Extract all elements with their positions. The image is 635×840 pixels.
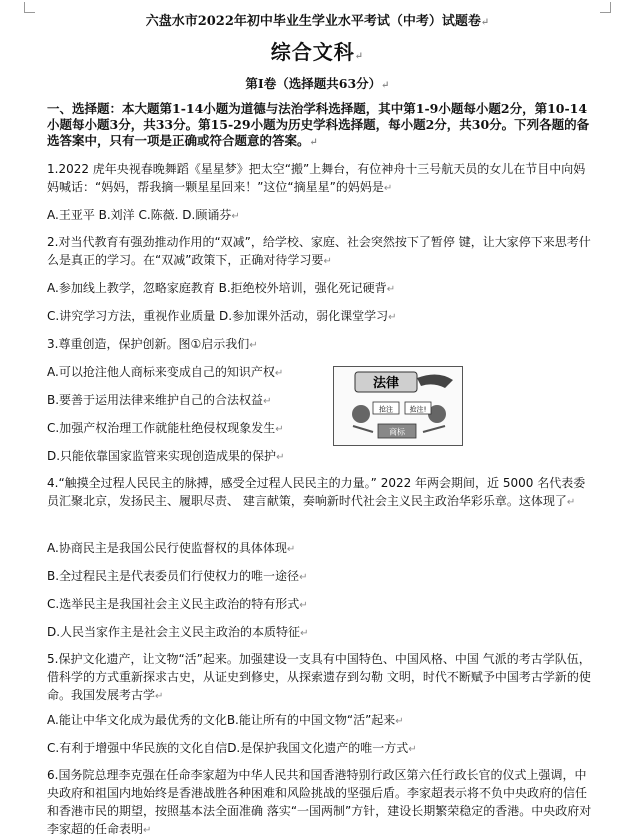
exam-title: 六盘水市2022年初中毕业生学业水平考试（中考）试题卷↵ — [145, 14, 490, 29]
tag-right-text: 抢注! — [409, 405, 427, 414]
q4-option-a: A.协商民主是我国公民行使监督权的具体体现↵ — [47, 541, 296, 555]
q4-option-c: C.选举民主是我国社会主义民主政治的特有形式↵ — [47, 597, 308, 611]
q1-options: A.王亚平 B.刘洋 C.陈薇. D.顾诵芬↵ — [47, 208, 240, 222]
q6-stem: 6.国务院总理李克强在任命李家超为中华人民共和国香港特别行政区第六任行政长官的仪式上强调，中央政府和祖国内地始终是香港战胜各种困难和风险挑战的坚强后盾。李家超表示将不负中央政府的信任和香港市民的期望，按照基本法全面准确 落实“一国两制”方针，建设长期繁荣稳定的香港。中央政府对李家超的任命表明↵ — [47, 768, 592, 836]
q4-option-b: B.全过程民主是代表委员们行使权力的唯一途径↵ — [47, 569, 308, 583]
q3-option-b: B.要善于运用法律来维护自己的合法权益↵ — [47, 393, 272, 407]
trademark-label: 商标 — [389, 427, 405, 437]
section-instructions: 一、选择题：本大题第1-14小题为道德与法治学科选择题，其中第1-9小题每小题2分，第10-14小题每小题3分，共33分。第15-29小题为历史学科选择题，每小题2分，共30分。下列各题的备选答案中，只有一项是正确或符合题意的答案。↵ — [47, 101, 590, 148]
q2-option-ab: A.参加线上教学，忽略家庭教育 B.拒绝校外培训，强化死记硬背↵ — [47, 281, 396, 295]
q3-option-d: D.只能依靠国家监管来实现创造成果的保护↵ — [47, 449, 285, 463]
tag-left-text: 抢注 — [379, 405, 393, 414]
q4-option-d: D.人民当家作主是社会主义民主政治的本质特征↵ — [47, 625, 309, 639]
q3-option-c: C.加强产权治理工作就能杜绝侵权现象发生↵ — [47, 421, 284, 435]
figure-person-left — [352, 405, 370, 423]
q2-stem: 2.对当代教育有强劲推动作用的“双减”，给学校、家庭、社会突然按下了暂停 键，让大家停下来思考什么是真正的学习。在“双减”政策下，正确对待学习要↵ — [47, 235, 591, 267]
law-banner-text: 法律 — [372, 376, 400, 391]
q1-stem: 1.2022 虎年央视春晚舞蹈《星星梦》把太空“搬”上舞台，有位神舟十三号航天员的女儿在节目中向妈妈喊话：“妈妈，帮我摘一颗星星回来！”这位“摘星星”的妈妈是↵ — [47, 162, 586, 194]
q4-stem: 4.“触摸全过程人民民主的脉搏，感受全过程人民民主的力量。” 2022 年两会期间，近 5000 名代表委员汇聚北京，发扬民主、履职尽责、 建言献策，奏响新时代社会主义民主政治华彩乐章。这体现了↵ — [47, 476, 586, 508]
q5-option-ab: A.能让中华文化成为最优秀的文化B.能让所有的中国文物“活”起来↵ — [47, 713, 404, 727]
q3-stem: 3.尊重创造，保护创新。图①启示我们↵ — [47, 337, 258, 351]
q5-stem: 5.保护文化遗产，让文物“活”起来。加强建设一支具有中国特色、中国风格、中国 气派的考古学队伍，借科学的方式重新探求古史，从证史到修史，从探索遗存到勾勒 文明，时代不断赋予中国考古学新的使命。我国发展考古学↵ — [47, 652, 591, 702]
q5-option-cd: C.有利于增强中华民族的文化自信D.是保护我国文化遗产的唯一方式↵ — [47, 741, 417, 755]
q3-option-a: A.可以抢注他人商标来变成自己的知识产权↵ — [47, 365, 284, 379]
volume-title: 第Ⅰ卷（选择题共63分）↵ — [245, 76, 390, 91]
q2-option-cd: C.讲究学习方法，重视作业质量 D.参加课外活动，弱化课堂学习↵ — [47, 309, 397, 323]
q3-cartoon-figure — [333, 366, 463, 446]
subject-title: 综合文科↵ — [270, 40, 365, 64]
